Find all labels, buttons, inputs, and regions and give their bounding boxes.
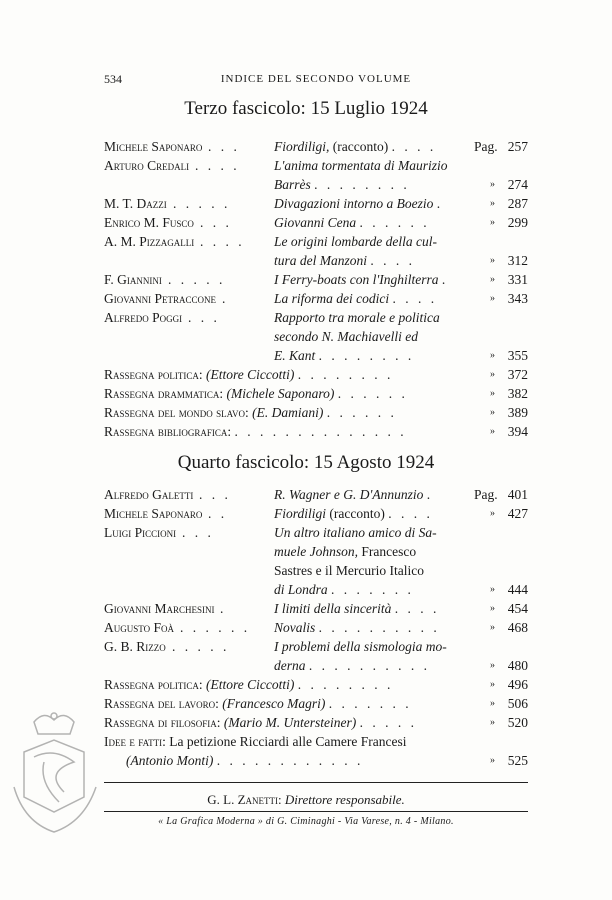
toc-row — [104, 523, 528, 542]
toc-author-leader: . — [222, 291, 229, 306]
director-name: G. L. Zanetti — [207, 792, 278, 807]
toc-rassegna: Rassegna di filosofia: (Mario M. Untersteiner) . . . . . — [104, 715, 418, 730]
toc-work-title: tura del Manzoni — [274, 253, 367, 268]
toc-page-mark: » — [490, 717, 495, 728]
toc-page-number: 274 — [507, 177, 528, 192]
toc-work-title: L'anima tormentata di Maurizio — [274, 158, 448, 173]
toc-work — [274, 599, 439, 618]
toc-page-number: 343 — [507, 291, 528, 306]
toc-page-mark: » — [490, 622, 495, 633]
toc-author: Luigi Piccioni — [104, 525, 177, 540]
toc-page-number: 331 — [507, 272, 528, 287]
toc-work-title: Divagazioni intorno a Boezio — [274, 196, 434, 211]
toc-work — [274, 485, 433, 504]
toc-work — [274, 637, 447, 656]
toc-page-mark: » — [490, 255, 495, 266]
toc-work-title: Le origini lombarde della cul- — [274, 234, 437, 249]
toc-row — [104, 599, 528, 618]
toc-work — [274, 656, 430, 675]
toc-work — [274, 232, 437, 251]
toc-page-number: 480 — [507, 658, 528, 673]
toc-work — [274, 327, 418, 346]
toc-page-number: 401 — [507, 487, 528, 502]
toc-work-leader: . . . . — [391, 139, 437, 154]
toc-row — [104, 213, 528, 232]
toc-page-mark: » — [490, 350, 495, 361]
rassegna-author: (Francesco Magri) — [222, 696, 326, 711]
toc-work-title: E. Kant — [274, 348, 316, 363]
toc-rassegna-row — [104, 365, 528, 384]
toc-page-number: 389 — [507, 405, 528, 420]
toc-page-mark: » — [490, 179, 495, 190]
rassegna-label: Rassegna drammatica — [104, 386, 220, 401]
toc-rassegna: Rassegna politica: (Ettore Ciccotti) . . . . . . . . — [104, 367, 394, 382]
toc-work-title: Giovanni Cena — [274, 215, 357, 230]
toc-author: Arturo Credali — [104, 158, 190, 173]
toc-page-mark: » — [490, 603, 495, 614]
toc-row — [104, 561, 528, 580]
toc-work — [274, 308, 440, 327]
toc-author: A. M. Pizzagalli — [104, 234, 195, 249]
toc-work-note: Francesco — [361, 544, 417, 559]
toc-page-mark: Pag. — [474, 139, 498, 154]
rassegna-leader: . . . . . . — [337, 386, 408, 401]
toc-rassegna-row — [104, 384, 528, 403]
toc-author-leader: . . . — [208, 139, 240, 154]
toc-author: Giovanni Marchesini — [104, 601, 215, 616]
toc-author-leader: . . . — [200, 215, 232, 230]
toc-author-leader: . . . . — [200, 234, 245, 249]
toc-work-note: (racconto) — [332, 139, 389, 154]
rassegna-author: (Michele Saponaro) — [226, 386, 335, 401]
toc-author-leader: . . . — [199, 487, 231, 502]
rassegna-leader: . . . . . . . . — [297, 677, 394, 692]
toc-work-leader: . . . . — [392, 291, 438, 306]
toc-rassegna-row — [104, 694, 528, 713]
toc-work-note: Sastres e il Mercurio Italico — [274, 563, 424, 578]
toc-author: Michele Saponaro — [104, 506, 203, 521]
toc-page-mark: » — [490, 293, 495, 304]
toc-row — [104, 618, 528, 637]
toc-row — [104, 175, 528, 194]
library-stamp-icon — [4, 702, 104, 852]
toc-work — [274, 580, 414, 599]
toc-page-mark: » — [490, 660, 495, 671]
toc-page-number: 520 — [507, 715, 528, 730]
rassegna-leader: . . . . . — [359, 715, 418, 730]
toc-rassegna-row — [104, 732, 528, 751]
rassegna-label: Rassegna politica — [104, 367, 199, 382]
toc-work — [274, 213, 430, 232]
toc-row — [104, 580, 528, 599]
toc-rassegna: Rassegna drammatica: (Michele Saponaro) . . . . . . — [104, 386, 408, 401]
toc-page-mark: » — [490, 679, 495, 690]
running-title: INDICE DEL SECONDO VOLUME — [220, 73, 412, 85]
toc-page-number: 372 — [507, 367, 528, 382]
toc-work-title: Un altro italiano amico di Sa- — [274, 525, 437, 540]
toc-work — [274, 156, 448, 175]
rassegna-author: (E. Damiani) — [252, 405, 324, 420]
director-role: Direttore responsabile. — [284, 792, 405, 807]
toc-page-mark: Pag. — [474, 487, 498, 502]
toc-row — [104, 656, 528, 675]
toc-work — [274, 289, 437, 308]
toc-work — [274, 251, 415, 270]
toc-row — [104, 542, 528, 561]
rassegna-label: Rassegna del lavoro — [104, 696, 216, 711]
toc-author: Enrico M. Fusco — [104, 215, 194, 230]
footer-rule-top — [104, 782, 528, 783]
toc-work-leader: . — [436, 196, 444, 211]
running-header — [104, 72, 528, 88]
toc-page-mark: » — [490, 508, 495, 519]
rassegna-label: Rassegna di filosofia — [104, 715, 217, 730]
toc-work-title: di Londra — [274, 582, 328, 597]
toc-work-title: secondo N. Machiavelli ed — [274, 329, 418, 344]
toc-author: Alfredo Poggi — [104, 310, 183, 325]
toc-work-title: Rapporto tra morale e politica — [274, 310, 440, 325]
toc-work-title: Novalis — [274, 620, 316, 635]
rassegna-label: Rassegna politica — [104, 677, 199, 692]
toc-work — [274, 194, 443, 213]
toc-row — [104, 137, 528, 156]
toc-author-leader: . . . . . — [172, 639, 230, 654]
toc-rassegna-row — [104, 422, 528, 441]
toc-author: Alfredo Galetti — [104, 487, 194, 502]
toc-work — [274, 618, 440, 637]
toc-rassegna: Idee e fatti: La petizione Ricciardi alle Camere Francesi — [104, 734, 407, 749]
toc-page-mark: » — [490, 388, 495, 399]
toc-author: Michele Saponaro — [104, 139, 203, 154]
toc-author-leader: . — [220, 601, 227, 616]
toc-work-leader: . . . . . . . . — [314, 177, 410, 192]
rassegna-leader: . . . . . . . . . . . . . . — [234, 424, 407, 439]
toc-rassegna-row — [104, 403, 528, 422]
toc-row — [104, 346, 528, 365]
toc-author: G. B. Rizzo — [104, 639, 166, 654]
section-title-quarto: Quarto fascicolo: 15 Agosto 1924 — [177, 452, 435, 473]
toc-page-number: 525 — [507, 753, 528, 768]
toc-row — [104, 485, 528, 504]
toc-work — [274, 504, 433, 523]
toc-author-leader: . . . . — [195, 158, 240, 173]
toc-author-leader: . . — [208, 506, 228, 521]
rassegna-label: Idee e fatti — [104, 734, 163, 749]
toc-work-title: R. Wagner e G. D'Annunzio — [274, 487, 424, 502]
toc-page-mark: » — [490, 584, 495, 595]
toc-work-leader: . . . . — [394, 601, 440, 616]
toc-page-number: 287 — [507, 196, 528, 211]
toc-author: Augusto Foà — [104, 620, 174, 635]
toc-row — [104, 194, 528, 213]
toc-work — [274, 346, 414, 365]
toc-author: M. T. Dazzi — [104, 196, 167, 211]
toc-page-mark: » — [490, 217, 495, 228]
page-number: 534 — [104, 72, 122, 86]
toc-page-number: 496 — [507, 677, 528, 692]
toc-work-title: Barrès — [274, 177, 311, 192]
toc-work-leader: . . . . . . . . — [318, 348, 415, 363]
toc-work-leader: . . . . — [370, 253, 415, 268]
toc-page-number: 299 — [507, 215, 528, 230]
toc-work — [274, 542, 416, 561]
toc-work-title: Fiordiligi, — [274, 139, 330, 154]
rassegna-leader: . . . . . . . — [328, 696, 412, 711]
toc-work — [274, 523, 437, 542]
rassegna-leader: . . . . . . . . — [297, 367, 394, 382]
toc-rassegna: Rassegna del lavoro: (Francesco Magri) . . . . . . . — [104, 696, 412, 711]
section-title-terzo: Terzo fascicolo: 15 Luglio 1924 — [184, 98, 428, 119]
toc-author-leader: . . . . . — [173, 196, 231, 211]
toc-page-mark: » — [490, 698, 495, 709]
rassegna-leader: . . . . . . . . . . . . — [216, 753, 364, 768]
rassegna-title: La petizione Ricciardi alle Camere Francesi — [169, 734, 407, 749]
toc-row — [104, 637, 528, 656]
toc-work-leader: . . . . . . — [359, 215, 430, 230]
toc-author-leader: . . . . . — [168, 272, 226, 287]
toc-work-title: I problemi della sismologia mo- — [274, 639, 447, 654]
toc-page-number: 468 — [507, 620, 528, 635]
toc-row — [104, 270, 528, 289]
toc-row — [104, 232, 528, 251]
toc-author: Giovanni Petraccone — [104, 291, 216, 306]
rassegna-leader: . . . . . . — [326, 405, 397, 420]
rassegna-author: (Antonio Monti) — [126, 753, 214, 768]
toc-page-number: 257 — [507, 139, 528, 154]
toc-author-leader: . . . — [182, 525, 214, 540]
toc-work-title: Fiordiligi — [274, 506, 327, 521]
toc-rassegna: Rassegna del mondo slavo: (E. Damiani) . . . . . . — [104, 405, 397, 420]
toc-row — [104, 251, 528, 270]
toc-rassegna-row — [104, 751, 528, 770]
toc-author-leader: . . . — [188, 310, 220, 325]
toc-rassegna: Rassegna politica: (Ettore Ciccotti) . . . . . . . . — [104, 677, 394, 692]
toc-row — [104, 308, 528, 327]
toc-work — [274, 175, 410, 194]
rassegna-label: Rassegna bibliografica — [104, 424, 228, 439]
toc-page-mark: » — [490, 198, 495, 209]
rassegna-author: (Mario M. Untersteiner) — [223, 715, 357, 730]
toc-work-title: I limiti della sincerità — [274, 601, 392, 616]
toc-row — [104, 156, 528, 175]
toc-author: F. Giannini — [104, 272, 162, 287]
toc-page-mark: » — [490, 407, 495, 418]
toc-row — [104, 289, 528, 308]
director-line: G. L. Zanetti: Direttore responsabile. — [207, 792, 405, 807]
toc-work-title: I Ferry-boats con l'Inghilterra — [274, 272, 439, 287]
toc-page-number: 427 — [507, 506, 528, 521]
toc-author-leader: . . . . . . — [180, 620, 251, 635]
footer-rule-bottom — [104, 811, 528, 812]
toc-page-mark: » — [490, 755, 495, 766]
toc-work-title: La riforma dei codici — [274, 291, 390, 306]
toc-work-title: derna — [274, 658, 306, 673]
toc-work-leader: . . . . — [388, 506, 433, 521]
toc-rassegna: Rassegna bibliografica: . . . . . . . . . . . . . . — [104, 424, 407, 439]
toc-rassegna-cont — [126, 751, 363, 770]
toc-work-title: muele Johnson, — [274, 544, 358, 559]
toc-work-leader: . . . . . . . . . . — [318, 620, 440, 635]
rassegna-author: (Ettore Ciccotti) — [206, 677, 295, 692]
toc-work — [274, 137, 436, 156]
toc-page-mark: » — [490, 426, 495, 437]
toc-page-number: 454 — [507, 601, 528, 616]
toc-work — [274, 561, 424, 580]
toc-work-leader: . — [441, 272, 449, 287]
toc-rassegna-row — [104, 675, 528, 694]
toc-work-leader: . — [426, 487, 434, 502]
toc-row — [104, 504, 528, 523]
toc-page-number: 394 — [507, 424, 528, 439]
toc-work-leader: . . . . . . . — [331, 582, 414, 597]
toc-page-number: 312 — [507, 253, 528, 268]
rassegna-author: (Ettore Ciccotti) — [206, 367, 295, 382]
toc-page-mark: » — [490, 274, 495, 285]
toc-work-note: (racconto) — [329, 506, 385, 521]
toc-row — [104, 327, 528, 346]
toc-page-number: 506 — [507, 696, 528, 711]
toc-page-number: 382 — [507, 386, 528, 401]
toc-work — [274, 270, 448, 289]
toc-page-mark: » — [490, 369, 495, 380]
printer-line: « La Grafica Moderna » di G. Ciminaghi - Via Varese, n. 4 - Milano. — [158, 816, 454, 827]
rassegna-label: Rassegna del mondo slavo — [104, 405, 245, 420]
toc-work-leader: . . . . . . . . . . — [308, 658, 430, 673]
toc-page-number: 355 — [507, 348, 528, 363]
toc-rassegna-row — [104, 713, 528, 732]
toc-page-number: 444 — [507, 582, 528, 597]
